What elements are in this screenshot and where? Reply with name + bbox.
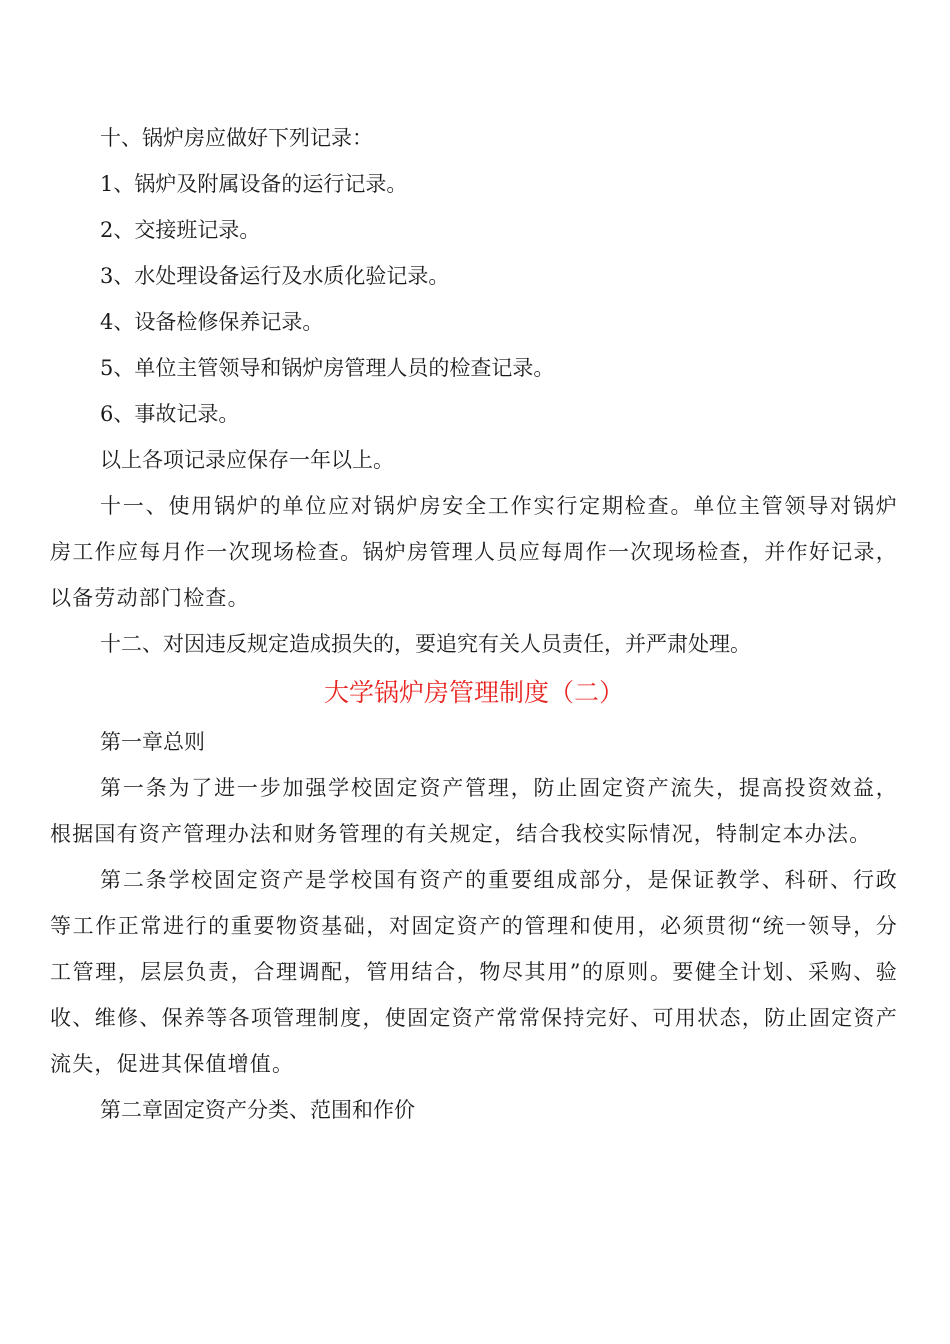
record-item: 6、事故记录。	[100, 402, 240, 426]
chapter-two-heading: 第二章固定资产分类、范围和作价	[100, 1098, 415, 1122]
record-item: 2、交接班记录。	[100, 218, 261, 242]
article-two-paragraph: 第二条学校固定资产是学校国有资产的重要组成部分，是保证教学、科研、行政等工作正常进行的重要物资基础，对固定资产的管理和使用，必须贯彻“统一领导，分工管理，层层负责，合理调配，管用结合，物尽其用”的原则。要健全计划、采购、验收、维修、保养等各项管理制度，使固定资产常常保持完好、可用状态，防止固定资产流失，促进其保值增值。	[50, 868, 898, 1076]
document-page	[50, 115, 898, 1133]
record-item: 3、水处理设备运行及水质化验记录。	[100, 264, 450, 288]
record-item: 4、设备检修保养记录。	[100, 310, 324, 334]
section-ten-heading: 十、锅炉房应做好下列记录：	[100, 126, 373, 150]
section-twelve-paragraph: 十二、对因违反规定造成损失的，要追究有关人员责任，并严肃处理。	[100, 632, 751, 656]
record-item: 5、单位主管领导和锅炉房管理人员的检查记录。	[100, 356, 555, 380]
section-eleven-paragraph: 十一、使用锅炉的单位应对锅炉房安全工作实行定期检查。单位主管领导对锅炉房工作应每月作一次现场检查。锅炉房管理人员应每周作一次现场检查，并作好记录，以备劳动部门检查。	[50, 494, 898, 610]
chapter-one-heading: 第一章总则	[100, 730, 205, 754]
article-one-paragraph: 第一条为了进一步加强学校固定资产管理，防止固定资产流失，提高投资效益，根据国有资产管理办法和财务管理的有关规定，结合我校实际情况，特制定本办法。	[50, 776, 898, 846]
retention-note: 以上各项记录应保存一年以上。	[100, 448, 394, 472]
record-item: 1、锅炉及附属设备的运行记录。	[100, 172, 408, 196]
document-title: 大学锅炉房管理制度（二）	[323, 678, 624, 707]
